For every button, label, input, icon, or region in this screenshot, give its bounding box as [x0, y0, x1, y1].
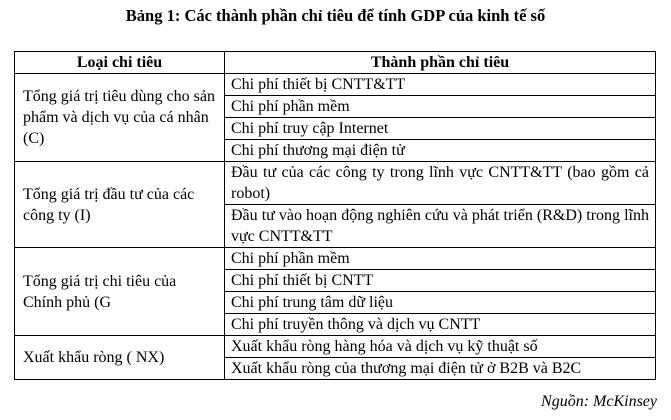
category-cell: Tổng giá trị đầu tư của các công ty (I) — [15, 162, 225, 248]
table-title: Bảng 1: Các thành phần chỉ tiêu để tính GDP của kinh tế số — [125, 6, 546, 25]
category-cell: Tổng giá trị tiêu dùng cho sản phẩm và dịch vụ của cá nhân (C) — [15, 74, 225, 162]
table-row — [15, 162, 656, 205]
component-cell: Đầu tư của các công ty trong lĩnh vực CNTT&TT (bao gồm cả robot) — [225, 162, 656, 205]
source-note: Nguồn: McKinsey — [541, 393, 657, 410]
component-cell: Xuất khẩu ròng của thương mại điện tử ở B2B và B2C — [225, 358, 656, 380]
component-cell: Chi phí phần mềm — [225, 96, 656, 118]
table-row — [15, 74, 656, 96]
table-header-row — [15, 52, 656, 74]
component-cell: Chi phí thiết bị CNTT&TT — [225, 74, 656, 96]
category-cell: Xuất khẩu ròng ( NX) — [15, 336, 225, 380]
header-category: Loại chi tiêu — [15, 52, 225, 74]
header-components: Thành phần chỉ tiêu — [225, 52, 656, 74]
gdp-components-table — [14, 51, 656, 380]
component-cell: Chi phí thiết bị CNTT — [225, 270, 656, 292]
component-cell: Chi phí truy cập Internet — [225, 118, 656, 140]
component-cell: Chi phí phần mềm — [225, 248, 656, 270]
component-cell: Đầu tư vào hoạn động nghiên cứu và phát triển (R&D) trong lĩnh vực CNTT&TT — [225, 205, 656, 248]
component-cell: Chi phí truyền thông và dịch vụ CNTT — [225, 314, 656, 336]
table-row — [15, 336, 656, 358]
component-cell: Chi phí trung tâm dữ liệu — [225, 292, 656, 314]
component-cell: Xuất khẩu ròng hàng hóa và dịch vụ kỹ thuật số — [225, 336, 656, 358]
component-cell: Chi phí thương mại điện tử — [225, 140, 656, 162]
table-row — [15, 248, 656, 270]
category-cell: Tổng giá trị chi tiêu của Chính phủ (G — [15, 248, 225, 336]
